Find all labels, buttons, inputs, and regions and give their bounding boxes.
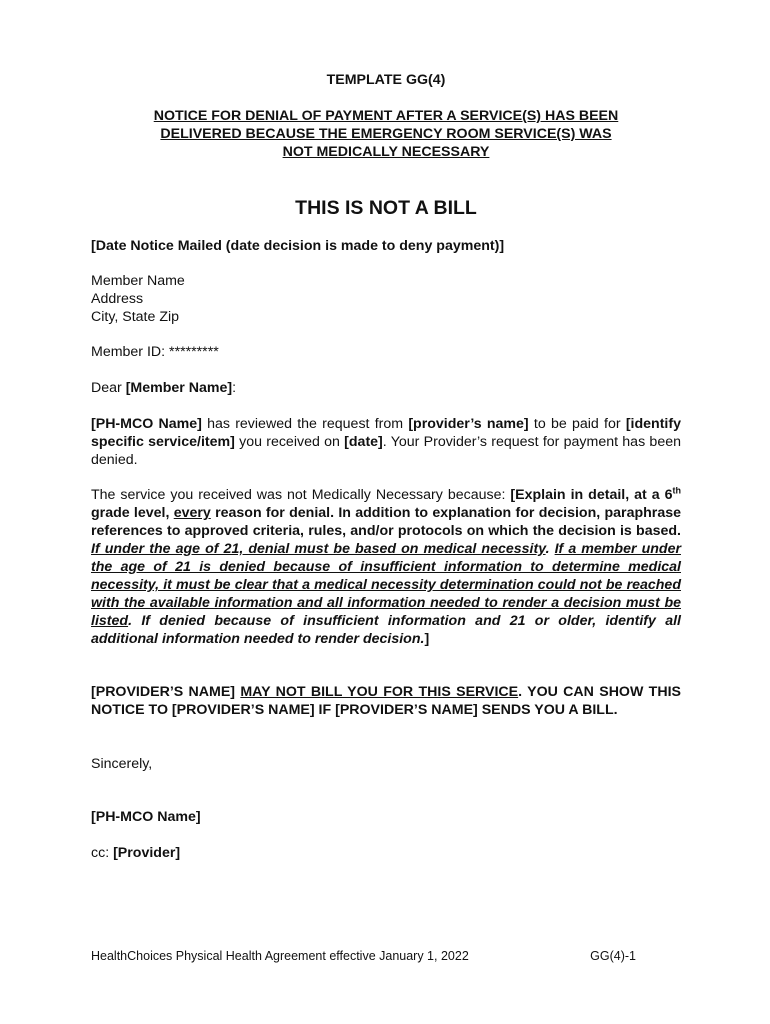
para3-provider-name: [PROVIDER’S NAME] [91,684,241,700]
para1-text-3: you received on [234,434,345,450]
para2-instruction-3: reason for denial. In addition to explanation for decision, paraphrase references to approved criteria, rules, and/or protocols on which the decision is based. [91,505,681,539]
para2-superscript: th [672,485,681,496]
service-item: [identify specific service/item] [91,416,681,450]
cc-line [91,844,681,862]
para2-close-bracket: ] [424,631,430,647]
para2-intro: The service you received was not Medically Necessary because: [91,487,511,503]
salutation-name: [Member Name] [125,380,233,396]
date-notice: [Date Notice Mailed (date decision is made to deny payment)] [91,238,505,254]
salutation-suffix: : [232,380,237,396]
headline: THIS IS NOT A BILL [295,197,477,219]
template-id: TEMPLATE GG(4) [326,72,446,88]
notice-title-line-3: NOT MEDICALLY NECESSARY [282,144,490,160]
member-city-state-zip: City, State Zip [91,309,180,325]
para2-21-or-older: . If denied because of insufficient information and 21 or older, identify all additional information needed to render decision. [91,613,681,647]
para2-separator: . [545,541,555,557]
para1-text-4: . Your Provider’s request for payment has been denied. [91,434,681,468]
member-name: Member Name [91,273,185,289]
para3-may-not-bill: MAY NOT BILL YOU FOR THIS SERVICE [240,684,519,700]
provider-name: [provider’s name] [408,416,529,432]
para2-every: every [173,505,211,521]
footer-page-number: GG(4)-1 [590,949,636,963]
para2-instruction-2: grade level, [91,505,174,521]
notice-title [91,107,681,161]
signature: [PH-MCO Name] [91,809,201,825]
para3-show-notice: . YOU CAN SHOW THIS NOTICE TO [PROVIDER’S NAME] IF [PROVIDER’S NAME] SENDS YOU A BILL. [91,684,681,718]
page-footer [91,947,636,965]
closing: Sincerely, [91,756,153,772]
ph-mco-name: [PH-MCO Name] [91,416,202,432]
para1-text-2: to be paid for [528,416,626,432]
paragraph-provider-notice [91,683,681,719]
cc-prefix: cc: [91,845,114,861]
member-address-block [91,272,681,326]
paragraph-explanation [91,486,681,648]
cc-provider: [Provider] [113,845,181,861]
footer-agreement: HealthChoices Physical Health Agreement effective January 1, 2022 [91,949,469,963]
para2-instruction-1: [Explain in detail, at a 6 [510,487,673,503]
service-date: [date] [344,434,383,450]
notice-title-line-1: NOTICE FOR DENIAL OF PAYMENT AFTER A SERVICE(S) HAS BEEN [153,108,619,124]
salutation-prefix: Dear [91,380,126,396]
salutation [91,379,681,397]
para2-insufficient-info: If a member under the age of 21 is denied because of insufficient information to determine medical necessity, it must be clear that a medical necessity determination could not be reached with the available information and all information needed to render a decision must be listed [91,541,681,629]
member-address: Address [91,291,144,307]
paragraph-review [91,415,681,469]
para2-under-21: If under the age of 21, denial must be based on medical necessity [91,541,546,557]
notice-title-line-2: DELIVERED BECAUSE THE EMERGENCY ROOM SERVICE(S) WAS [160,126,612,142]
member-id: Member ID: ********* [91,344,219,360]
para1-text-1: has reviewed the request from [201,416,409,432]
